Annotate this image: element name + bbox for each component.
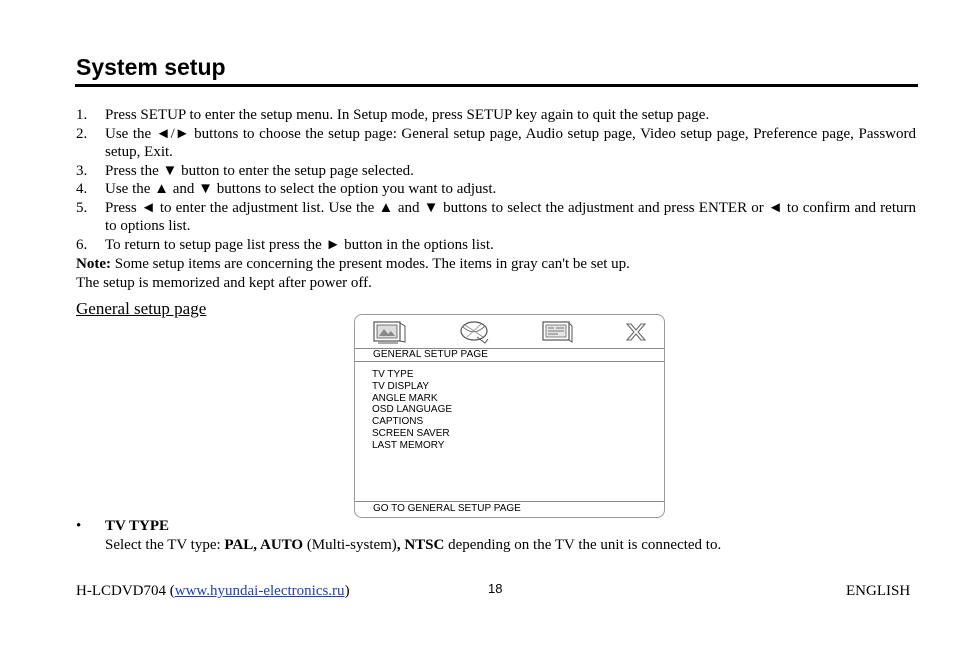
tv-type-heading: TV TYPE xyxy=(105,518,170,534)
title-divider xyxy=(75,84,918,87)
section-title: General setup page xyxy=(76,299,207,318)
osd-menu-item[interactable]: ANGLE MARK xyxy=(372,392,438,404)
note-label: Note: xyxy=(76,256,111,272)
osd-divider xyxy=(355,501,664,502)
website-link[interactable]: www.hyundai-electronics.ru xyxy=(174,583,345,599)
osd-footer: GO TO GENERAL SETUP PAGE xyxy=(373,503,521,514)
exit-icon xyxy=(617,317,655,347)
osd-divider xyxy=(355,361,664,362)
audio-setup-icon xyxy=(455,317,493,347)
osd-menu-list xyxy=(372,369,452,452)
list-item: 6. To return to setup page list press the ► button in the options list. xyxy=(76,236,494,253)
footer-language: ENGLISH xyxy=(846,583,911,599)
osd-menu-item[interactable]: TV TYPE xyxy=(372,369,414,380)
osd-icon-bar xyxy=(355,315,664,348)
tv-type-description: Select the TV type: PAL, AUTO (Multi-system), NTSC depending on the TV the unit is connected to. xyxy=(105,536,722,553)
osd-menu-item[interactable]: LAST MEMORY xyxy=(372,439,445,451)
page-title: System setup xyxy=(76,54,226,80)
osd-menu-item[interactable]: TV DISPLAY xyxy=(372,380,430,392)
list-item: 4. Use the ▲ and ▼ buttons to select the option you want to adjust. xyxy=(76,181,497,197)
osd-menu-item[interactable]: OSD LANGUAGE xyxy=(372,404,453,416)
list-item: 3. Press the ▼ button to enter the setup page selected. xyxy=(76,162,414,179)
note-line2: The setup is memorized and kept after power off. xyxy=(76,274,372,291)
steps-list xyxy=(76,106,916,254)
footer-model: H-LCDVD704 (www.hyundai-electronics.ru) xyxy=(76,583,350,599)
list-item: 2. Use the ◄/► buttons to choose the setup page: General setup page, Audio setup page, Video setup page, Preference page, Password setup, Exit. xyxy=(76,125,916,160)
note xyxy=(76,255,916,292)
osd-menu-item[interactable]: SCREEN SAVER xyxy=(372,427,450,439)
page-number: 18 xyxy=(488,581,503,596)
list-item: 1. Press SETUP to enter the setup menu. In Setup mode, press SETUP key again to quit the setup page. xyxy=(76,107,710,123)
general-setup-icon xyxy=(370,317,408,347)
video-setup-icon xyxy=(538,317,576,347)
note-text: Some setup items are concerning the present modes. The items in gray can't be set up. xyxy=(110,256,630,272)
osd-header: GENERAL SETUP PAGE xyxy=(373,349,488,360)
bullet: • xyxy=(76,518,82,534)
list-item: 5. Press ◄ to enter the adjustment list. Use the ▲ and ▼ buttons to select the adjustment and press ENTER or ◄ to confirm and return to options list. xyxy=(76,199,916,234)
osd-setup-screen xyxy=(354,314,665,518)
osd-menu-item[interactable]: CAPTIONS xyxy=(372,416,424,428)
